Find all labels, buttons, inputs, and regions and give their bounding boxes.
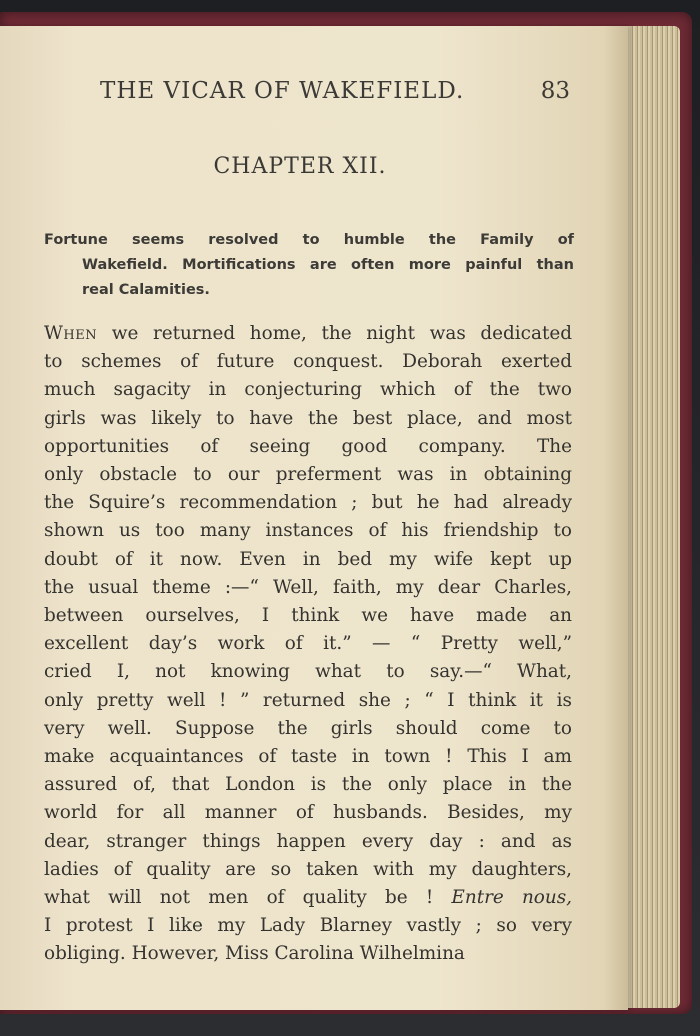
page-number: 83 xyxy=(540,78,570,104)
body-line: the usual theme :—“ Well, faith, my dear Charles, xyxy=(44,576,572,598)
running-head-title: THE VICAR OF WAKEFIELD. xyxy=(100,78,465,104)
body-line: doubt of it now. Even in bed my wife kept up xyxy=(44,548,572,570)
body-line: excellent day’s work of it.” — “ Pretty well,” xyxy=(44,633,572,655)
body-line-text: what will not men of quality be ! xyxy=(44,887,452,909)
body-line: assured of, that London is the only place in the xyxy=(44,774,572,796)
body-line: the Squire’s recommendation ; but he had already xyxy=(44,492,572,514)
body-line: only pretty well ! ” returned she ; “ I think it is xyxy=(44,689,572,711)
summary-line: real Calamities. xyxy=(82,282,210,298)
running-head xyxy=(100,78,570,104)
body-line: opportunities of seeing good company. The xyxy=(44,435,572,457)
body-line: very well. Suppose the girls should come to xyxy=(44,717,572,739)
body-line-text: we returned home, the night was dedicated xyxy=(97,323,572,344)
body-line: only obstacle to our preferment was in obtaining xyxy=(44,464,572,486)
chapter-summary xyxy=(44,228,574,303)
body-line: between ourselves, I think we have made an xyxy=(44,605,572,627)
body-line: world for all manner of husbands. Besides, my xyxy=(44,802,572,824)
body-line: obliging. However, Miss Carolina Wilhelmina xyxy=(44,943,465,965)
book-page xyxy=(0,26,628,1010)
chapter-heading: CHAPTER XII. xyxy=(213,154,387,179)
body-line: dear, stranger things happen every day : and as xyxy=(44,830,572,852)
body-line: make acquaintances of taste in town ! This I am xyxy=(44,746,572,768)
summary-line: Fortune seems resolved to humble the Family of xyxy=(44,232,574,248)
body-line xyxy=(44,884,572,912)
drop-word: When xyxy=(44,323,98,344)
body-line: shown us too many instances of his friendship to xyxy=(44,520,572,542)
body-line: much sagacity in conjecturing which of the two xyxy=(44,379,572,401)
body-line xyxy=(44,320,572,348)
summary-line: Wakefield. Mortifications are often more painful than xyxy=(82,257,574,273)
italic-phrase: Entre nous, xyxy=(451,887,572,909)
body-line: girls was likely to have the best place, and most xyxy=(44,407,572,429)
body-line: cried I, not knowing what to say.—“ What, xyxy=(44,661,572,683)
body-line: I protest I like my Lady Blarney vastly ; so very xyxy=(44,915,572,937)
body-line: ladies of quality are so taken with my daughters, xyxy=(44,858,572,880)
body-line: to schemes of future conquest. Deborah exerted xyxy=(44,351,572,373)
body-text xyxy=(44,320,572,969)
